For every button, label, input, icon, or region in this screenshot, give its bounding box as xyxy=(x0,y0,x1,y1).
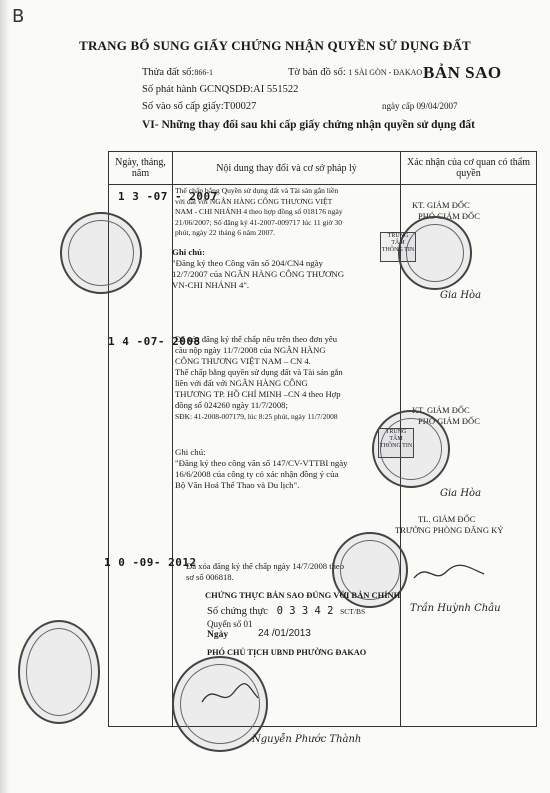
entry-2-sign-title: KT. GIÁM ĐỐC xyxy=(412,405,470,415)
entry-3-signer: Trần Huỳnh Châu xyxy=(410,603,501,614)
entry-1-info-stamp: TRUNG TÂM THÔNG TIN xyxy=(380,232,416,262)
register-number: Số vào sổ cấp giấy:T00027 xyxy=(142,101,257,112)
entry-2-signer: Gia Hòa xyxy=(440,488,482,499)
certification-date: 24 /01/2013 xyxy=(258,628,311,639)
margin-seal-bottom xyxy=(18,620,100,724)
certification-book: Quyển số 01 xyxy=(207,619,253,629)
entry-3-date: 1 0 -09- 2012 xyxy=(104,556,197,569)
entry-3-sign-title: TL. GIÁM ĐỐC xyxy=(418,514,476,524)
entry-3-signature-mark xyxy=(410,558,490,588)
margin-seal-top xyxy=(60,212,142,294)
section-title: VI- Những thay đổi sau khi cấp giấy chứng nhận quyền sử dụng đất xyxy=(142,119,475,131)
entry-2-note: Ghi chú: "Đăng ký theo công văn số 147/CV-VTTBI ngày 16/6/2008 của công ty có xác nhận đồng ý của Bộ Văn Hoá Thể Thao và Du lịch". xyxy=(175,447,348,490)
entry-3-content: Đã xóa đăng ký thế chấp ngày 14/7/2008 theo sơ số 006818. xyxy=(186,561,344,582)
parcel-number: Thửa đất số:866-1 xyxy=(142,67,214,78)
col-content-header: Nội dung thay đổi và cơ sở pháp lý xyxy=(173,152,401,185)
page-fold-shadow xyxy=(0,0,10,793)
entry-2-date: 1 4 -07- 2008 xyxy=(108,335,201,348)
copy-mark: BẢN SAO xyxy=(423,63,502,82)
certificate-issue-number: Số phát hành GCNQSDĐ:AI 551522 xyxy=(142,84,299,95)
certification-official: PHÓ CHỦ TỊCH UBND PHƯỜNG ĐAKAO xyxy=(207,648,367,657)
entry-2-sign-subtitle: PHÓ GIÁM ĐỐC xyxy=(418,416,480,426)
certification-title: CHỨNG THỰC BẢN SAO ĐÚNG VỚI BẢN CHÍNH xyxy=(205,590,401,600)
certification-signature-mark xyxy=(200,680,260,710)
certification-signer: Nguyễn Phước Thành xyxy=(252,734,362,745)
entry-1-signer: Gia Hòa xyxy=(440,290,482,301)
map-sheet-number: Tờ bản đồ số: 1 SÀI GÒN - ĐAKAO xyxy=(288,67,423,78)
entry-1-note: Ghi chú: "Đăng ký theo Công văn số 204/CN4 ngày 12/7/2007 của NGÂN HÀNG CÔNG THƯƠNG VN-CHI NHÁNH 4". xyxy=(172,247,345,290)
col-confirm-header: Xác nhận của cơ quan có thẩm quyền xyxy=(401,152,537,185)
col-date-header: Ngày, tháng, năm xyxy=(109,152,173,185)
entry-1-content: Thế chấp bằng Quyền sử dụng đất và Tài sản gắn liền với đất với NGÂN HÀNG CÔNG THƯƠNG VIỆT NAM - CHI NHÁNH 4 theo hợp đồng số 018176 ngày 21/06/2007; Số đăng ký 41-2007-009717 lúc 11 giờ 30 phút, ngày 22 tháng 6 năm 2007. xyxy=(175,186,343,237)
corner-mark: B xyxy=(12,6,25,27)
certification-number: Số chứng thực 0 3 3 4 2 SCT/BS xyxy=(207,605,366,617)
issue-date: ngày cấp 09/04/2007 xyxy=(382,101,458,111)
entry-1-date: 1 3 -07 - 2007 xyxy=(118,190,218,203)
page-title: TRANG BỔ SUNG GIẤY CHỨNG NHẬN QUYỀN SỬ DỤNG ĐẤT xyxy=(79,38,471,53)
entry-1-sign-subtitle: PHÓ GIÁM ĐỐC xyxy=(418,211,480,221)
certification-date-label: Ngày xyxy=(207,630,229,640)
entry-3-sign-subtitle: TRƯỞNG PHÒNG ĐĂNG KÝ xyxy=(395,525,504,535)
entry-2-content: Đã xóa đăng ký thế chấp nêu trên theo đơn yêu cầu nộp ngày 11/7/2008 của NGÂN HÀNG CÔNG THƯƠNG VIỆT NAM – CN 4. Thế chấp bằng quyền sử dụng đất và Tài sản gắn liền với đất với NGÂN HÀNG CÔNG THƯƠNG TP. HỒ CHÍ MINH –CN 4 theo Hợp đồng số 024260 ngày 11/7/2008; SĐK: 41-2008-007179, lúc 8:25 phút, ngày 11/7/2008 xyxy=(175,334,343,421)
entry-2-info-stamp: TRUNG TÂM THÔNG TIN xyxy=(378,428,414,458)
entry-1-sign-title: KT. GIÁM ĐỐC xyxy=(412,200,470,210)
